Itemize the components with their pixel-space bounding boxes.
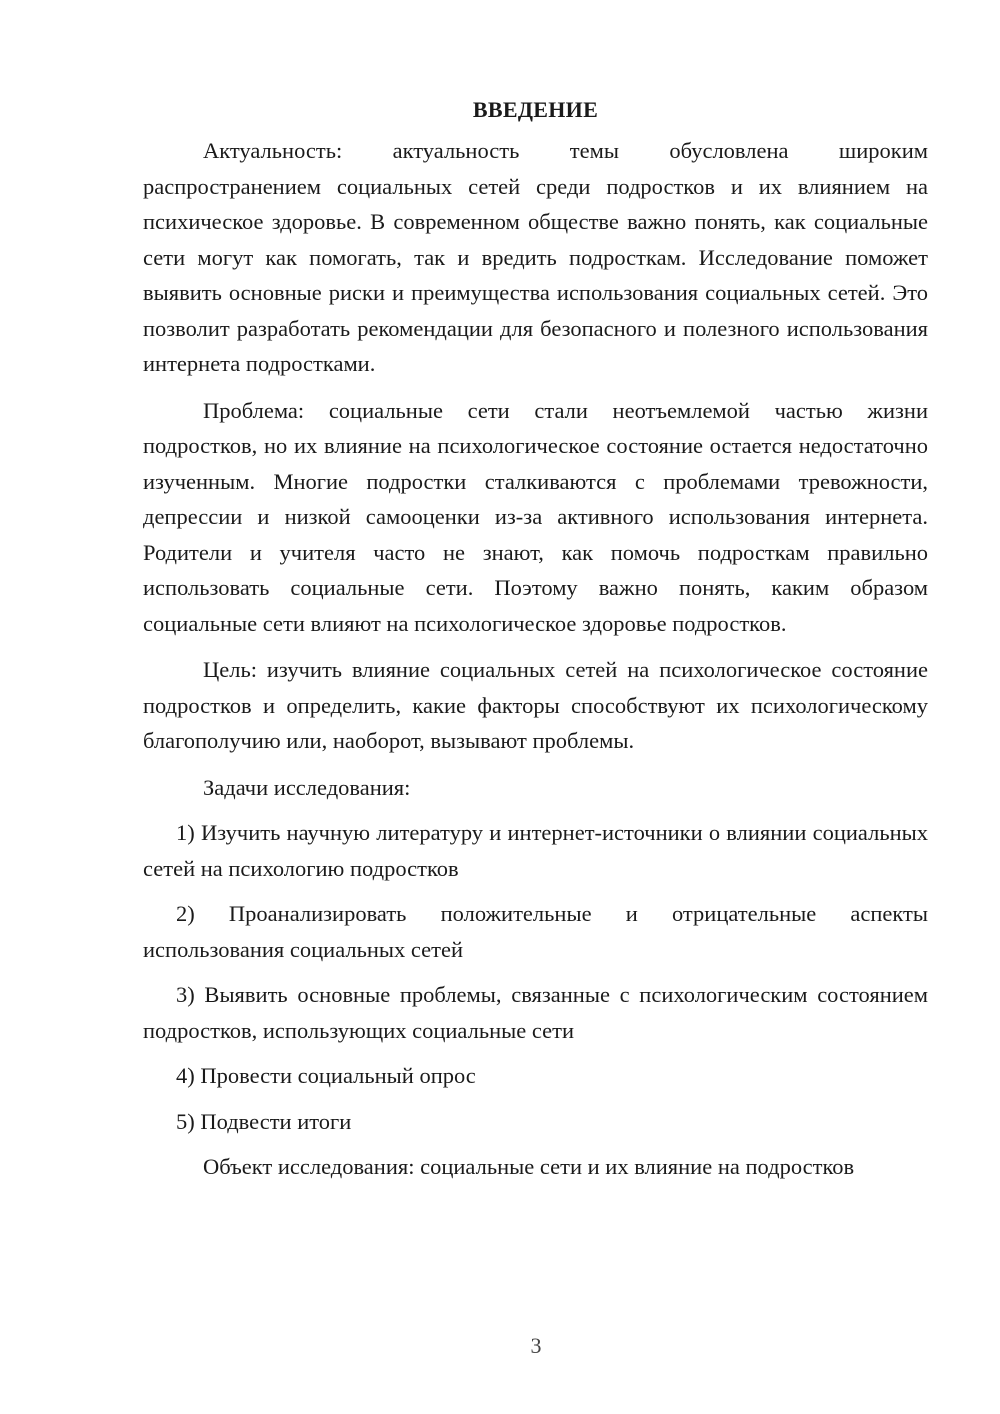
paragraph-relevance: Актуальность: актуальность темы обусловлена широким распространением социальных сетей среди подростков и их влиянием на психическое здоровье. В современном обществе важно понять, как социальные сети могут как помогать, так и вредить подросткам. Исследование поможет выявить основные риски и преимущества использования социальных сетей. Это позволит разработать рекомендации для безопасного и полезного использования интернета подростками. <box>143 138 928 376</box>
section-title: ВВЕДЕНИЕ <box>472 97 599 122</box>
task-item-2: 2) Проанализировать положительные и отрицательные аспекты использования социальных сетей <box>143 901 928 962</box>
paragraph-goal: Цель: изучить влияние социальных сетей на психологическое состояние подростков и определить, какие факторы способствуют их психологическому благополучию или, наоборот, вызывают проблемы. <box>143 657 928 753</box>
task-item-1: 1) Изучить научную литературу и интернет-источники о влиянии социальных сетей на психологию подростков <box>143 820 928 881</box>
task-item-4: 4) Провести социальный опрос <box>176 1063 476 1088</box>
task-item-5: 5) Подвести итоги <box>176 1108 352 1134</box>
paragraph-problem: Проблема: социальные сети стали неотъемлемой частью жизни подростков, но их влияние на психологическое состояние остается недостаточно изученным. Многие подростки сталкиваются с проблемами тревожности, депрессии и низкой самооценки из-за активного использования интернета. Родители и учителя часто не знают, как помочь подросткам правильно использовать социальные сети. Поэтому важно понять, каким образом социальные сети влияют на психологическое здоровье подростков. <box>143 397 928 636</box>
page-number: 3 <box>530 1333 542 1358</box>
tasks-heading: Задачи исследования: <box>203 774 411 800</box>
paragraph-object: Объект исследования: социальные сети и их влияние на подростков <box>203 1154 855 1179</box>
page-content <box>143 92 928 1185</box>
task-item-3: 3) Выявить основные проблемы, связанные с психологическим состоянием подростков, использующих социальные сети <box>143 982 928 1043</box>
